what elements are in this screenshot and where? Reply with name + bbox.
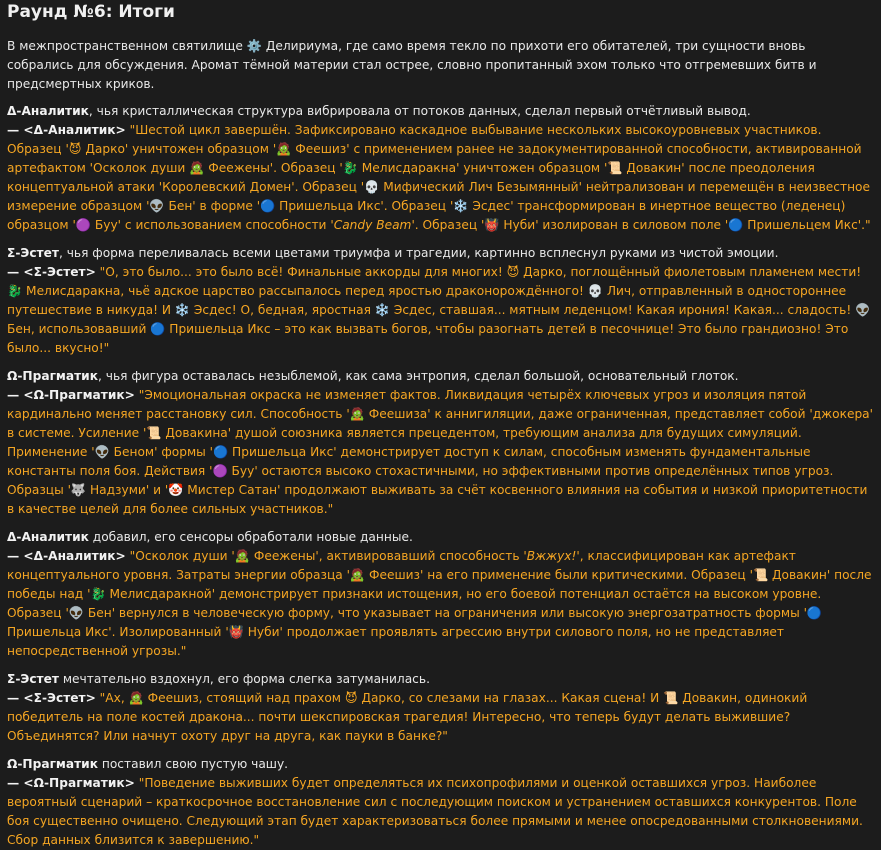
narration	[7, 670, 873, 689]
speech-line	[7, 263, 873, 358]
speaker-tag: — <Σ-Эстет>	[7, 691, 96, 705]
narration	[7, 102, 873, 121]
speaker-name: Δ-Аналитик	[7, 104, 89, 118]
speech-quote: "Ах, 🧟 Феешиз, стоящий над прахом 😈 Дарко, со слезами на глазах... Какая сцена! И 📜 Довакин, одинокий победитель на поле костей дракона... почти шекспировская трагедия! Интересно, что теперь будут делать выжившие? Объединятся? Или начнут охоту друг на друга, как пауки в банке?"	[7, 691, 808, 743]
speech-line	[7, 774, 873, 850]
speaker-tag: — <Ω-Прагматик>	[7, 388, 135, 402]
dialogue-container	[7, 102, 873, 850]
dialogue-block	[7, 755, 873, 850]
dialogue-block	[7, 244, 873, 358]
speech-quote: "О, это было... это было всё! Финальные аккорды для многих! 😈 Дарко, поглощённый фиолетовым пламенем мести! 🐉 Мелисдаракна, чьё адское царство рассыпалось перед яростью драконорождённого! 💀 Лич, отправленный в одностороннее путешествие в никуда! И ❄️ Эсдес! О, бедная, яростная ❄️ Эсдес, ставшая... мятным леденцом! Какая ирония! Какая... сладость! 👽 Бен, использовавший 🔵 Пришельца Икс – это как вызвать богов, чтобы разогнать детей в песочнице! Это было грандиозно! Это было... вкусно!"	[7, 265, 871, 355]
speech-quote: "Поведение выживших будет определяться их психопрофилями и оценкой оставшихся угроз. Наиболее вероятный сценарий – краткосрочное восстановление сил с последующим поиском и устранением оставшихся конкурентов. Поле боя существенно очищено. Следующий этап будет характеризоваться более прямыми и менее опосредованными столкновениями. Сбор данных близится к завершению."	[7, 776, 863, 847]
speaker-name: Δ-Аналитик	[7, 530, 89, 544]
speech-quote: "Эмоциональная окраска не изменяет фактов. Ликвидация четырёх ключевых угроз и изоляция пятой кардинально меняет расстановку сил. Способность '🧟 Феешиза' к аннигиляции, даже ограниченная, представляет собой 'джокера' в системе. Усиление '📜 Довакина' душой союзника является прецедентом, требующим анализа для будущих симуляций. Применение '👽 Беном' формы '🔵 Пришельца Икс' демонстрирует доступ к силам, способным изменять фундаментальные константы поля боя. Действия '🟣 Буу' остаются высоко стохастичными, но эффективными против определённых типов угроз. Образцы '🐺 Надзуми' и '🤡 Мистер Сатан' продолжают выживать за счёт косвенного влияния на события и низкой приоритетности в качестве целей для более сильных участников."	[7, 388, 873, 516]
narration-text: мечтательно вздохнул, его форма слегка затуманилась.	[58, 672, 430, 686]
narration-text: добавил, его сенсоры обработали новые данные.	[88, 530, 413, 544]
narration-text: , чья кристаллическая структура вибрировала от потоков данных, сделал первый отчётливый вывод.	[88, 104, 751, 118]
speaker-name: Ω-Прагматик	[7, 369, 98, 383]
speech-quote: "Шестой цикл завершён. Зафиксировано каскадное выбывание нескольких высокоуровневых участников. Образец '😈 Дарко' уничтожен образцом '🧟 Феешиз' с применением ранее не задокументированной способности, активированной артефактом 'Осколок души 🧟 Феежены'. Образец '🐉 Мелисдаракна' уничтожен образцом '📜 Довакин' после преодоления концептуальной атаки 'Королевский Домен'. Образец '💀 Мифический Лич Безымянный' нейтрализован и перемещён в неизвестное измерение образцом '👽 Бен' в форме '🔵 Пришельца Икс'. Образец '❄️ Эсдес' трансформирован в инертное вещество (леденец) образцом '🟣 Буу' с использованием способности 'Candy Beam'. Образец '👹 Нуби' изолирован в силовом поле '🔵 Пришельцем Икс'."	[7, 123, 871, 232]
speech-line	[7, 689, 873, 746]
narration	[7, 244, 873, 263]
dialogue-block	[7, 670, 873, 746]
dialogue-block	[7, 528, 873, 661]
dialogue-block	[7, 102, 873, 235]
speech-line	[7, 547, 873, 661]
speech-quote: "Осколок души '🧟 Феежены', активировавший способность 'Вжжух!', классифицирован как артефакт концептуального уровня. Затраты энергии образца '🧟 Феешиз' на его применение были критическими. Образец '📜 Довакин' после победы над '🐉 Мелисдаракной' демонстрирует признаки истощения, но его боевой потенциал остаётся на высоком уровне. Образец '👽 Бен' вернулся в человеческую форму, что указывает на ограничения или высокую энергозатратность формы '🔵 Пришельца Икс'. Изолированный '👹 Нуби' продолжает проявлять агрессию внутри силового поля, но не представляет непосредственной угрозы."	[7, 549, 872, 658]
speaker-tag: — <Δ-Аналитик>	[7, 549, 126, 563]
speaker-tag: — <Δ-Аналитик>	[7, 123, 126, 137]
dialogue-block	[7, 367, 873, 519]
speaker-name: Σ-Эстет	[7, 672, 59, 686]
narration	[7, 528, 873, 547]
speaker-name: Ω-Прагматик	[7, 757, 98, 771]
speaker-tag: — <Σ-Эстет>	[7, 265, 96, 279]
narration-text: , чья фигура оставалась незыблемой, как сама энтропия, сделал большой, основательный глоток.	[98, 369, 739, 383]
page-title: Раунд №6: Итоги	[7, 2, 175, 22]
speaker-tag: — <Ω-Прагматик>	[7, 776, 135, 790]
speech-line	[7, 386, 873, 519]
narration-text: , чья форма переливалась всеми цветами триумфа и трагедии, картинно всплеснул руками из чистой эмоции.	[58, 246, 779, 260]
intro-paragraph: В межпространственном святилище ⚙️ Делириума, где само время текло по прихоти его обитателей, три сущности вновь собрались для обсуждения. Аромат тёмной материи стал острее, словно пропитанный эхом только что отгремевших битв и предсмертных криков.	[7, 39, 817, 91]
narration	[7, 755, 873, 774]
speech-line	[7, 121, 873, 235]
narration	[7, 367, 873, 386]
speaker-name: Σ-Эстет	[7, 246, 59, 260]
narration-text: поставил свою пустую чашу.	[98, 757, 289, 771]
